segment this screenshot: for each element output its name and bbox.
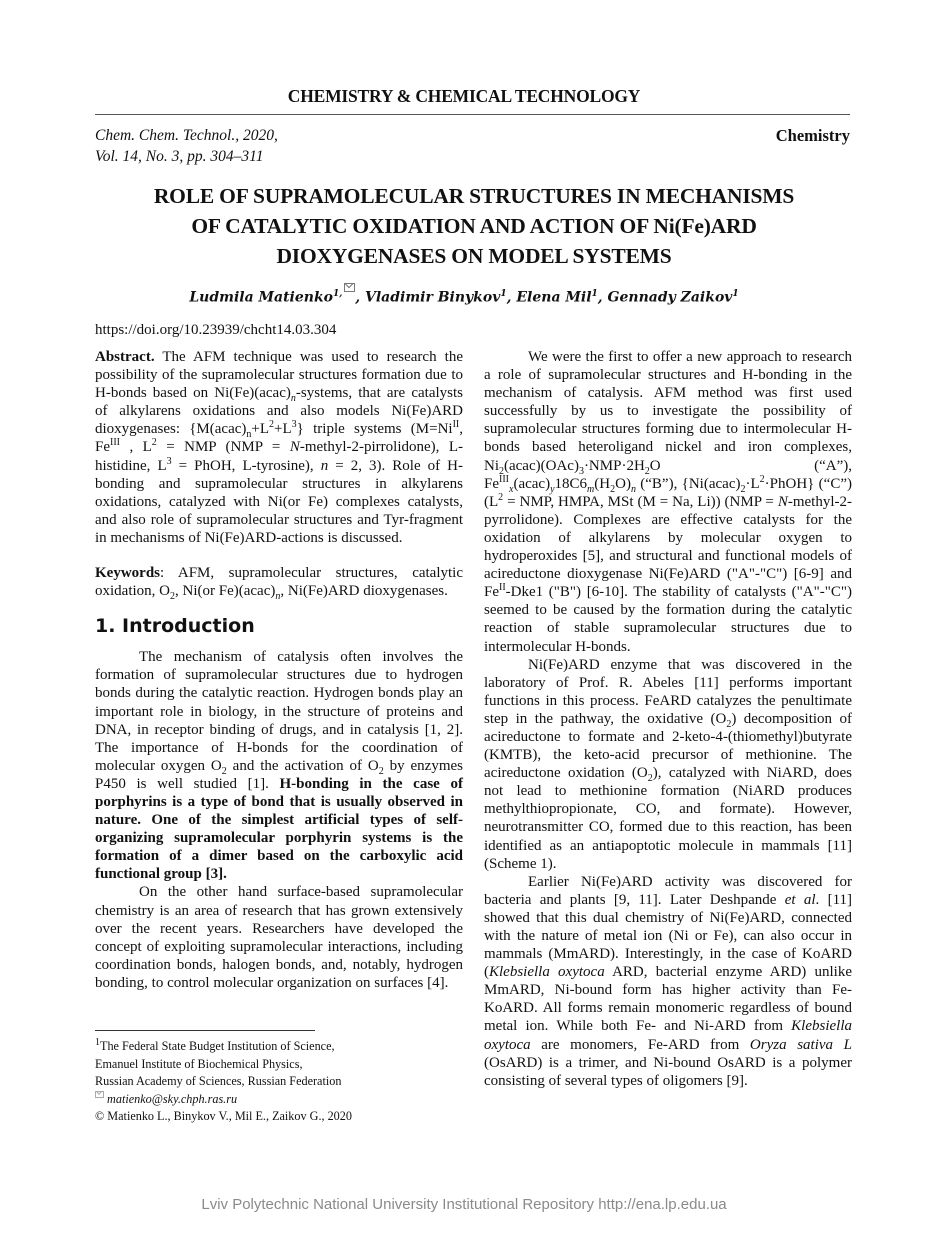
keywords: Keywords: AFM, supramolecular structures, catalytic oxidation, $O_2$, Ni(or $Fe)(acac)_n$, Ni(Fe)ARD dioxygenases. — [95, 565, 463, 603]
title-line: ROLE OF SUPRAMOLECULAR STRUCTURES IN MECHANISMS — [153, 184, 795, 208]
keywords-label: Keywords — [95, 565, 160, 582]
author-affiliation: 1, — [333, 289, 343, 299]
citation-line-1: Chem. Chem. Technol., 2020, — [95, 127, 278, 144]
left-column — [95, 348, 463, 992]
body-paragraph-2: Ni(Fe)ARD enzyme that was discovered in the laboratory of Prof. R. Abeles [11] performs important functions in this process. FeARD catalyzes the penultimate step in the pathway, the oxidative $(O_2)$ decomposition of acireductone to formate and 2-keto-4-(thiomethyl)butyrate (KMTB), the keto-acid precursor of methionine. The acireductone oxidation $(O_2)$, catalyzed with NiARD, does not lead to methionine formation (NiARD produces methylthiopropionate, CO, and formate). However, neurotransmitter CO, formed due to this reaction, has been identified as an antiapoptotic molecule in mammals [11] (Scheme 1). — [484, 656, 853, 872]
author-affiliation: 1 — [732, 289, 739, 299]
email-link[interactable]: matienko@sky.chph.ras.ru — [107, 1091, 238, 1106]
intro-paragraph-2: On the other hand surface-based supramolecular chemistry is an area of research that has grown extensively over the recent years. Researchers have developed the concept of exploiting supramolecular interactions, including coordination bonds, halogen bonds, and, notably, hydrogen bonding, to control molecular organization on surfaces [4]. — [95, 884, 463, 991]
title-line: DIOXYGENASES ON MODEL SYSTEMS — [276, 244, 672, 268]
header-divider — [95, 114, 850, 115]
section-heading-introduction: 1. Introduction — [95, 615, 255, 638]
email-footnote — [95, 1091, 352, 1109]
citation-line-2: Vol. 14, No. 3, pp. 304–311 — [95, 148, 264, 165]
right-column — [484, 348, 852, 1090]
doi-link[interactable]: https://doi.org/10.23939/chcht14.03.304 — [95, 322, 337, 338]
envelope-icon[interactable] — [344, 283, 355, 292]
author-affiliation: 1 — [500, 289, 507, 299]
abstract: Abstract. The AFM technique was used to research the possibility of the supramolecular structures formation due to H-bonds based on $Ni(Fe)(acac)_n$-systems, that are catalysts of alkylarens oxidations and also models Ni(Fe)ARD dioxygenases: $\{M(acac)_n+L^2+L^3\}$ triple systems ($M=Ni^{II}$, $Fe^{III}$ , $L^2$ = NMP (NMP = N-methyl-2-pirrolidone), L-histidine, $L^3$ = PhOH, L-tyrosine), n = 2, 3). Role of H-bonding and supramolecular structures in alkylarens oxidations, catalyzed with Ni(or Fe) complexes catalysts, and also role of supramolecular structures and Tyr-fragment in mechanisms of Ni(Fe)ARD-actions is discussed. — [95, 349, 464, 546]
affiliation-footnote: $^1$The Federal State Budget Institution of Science, — [95, 1036, 335, 1053]
article-title — [100, 181, 848, 271]
intro-paragraph-1: The mechanism of catalysis often involves the formation of supramolecular structures due to hydrogen bonds during the catalytic reaction. Hydrogen bonds play an important role in biology, in the structure of proteins and DNA, in receptor binding of drugs, and in catalysis [1, 2]. The importance of H-bonds for the coordination of molecular oxygen $O_2$ and the activation of $O_2$ by enzymes P450 is well studied [1]. H-bonding in the case of porphyrins is a type of bond that is usually observed in nature. One of the simplest artificial types of self-organizing supramolecular porphyrin systems is the formation of a dimer based on the carboxylic acid functional group [3]. — [95, 649, 463, 883]
title-line: OF CATALYTIC OXIDATION AND ACTION OF Ni(Fe)ARD — [191, 214, 757, 238]
footnotes: $^1$The Federal State Budget Institution of Science, Emanuel Institute of Biochemical Physics, Russian Academy of Sciences, Russian Federation matienko@sky.chph.ras.ru © Matienko L., Binykov V., Mil E., Zaikov G., 2020 — [95, 1038, 352, 1126]
author-name: Ludmila Matienko — [189, 289, 333, 306]
footnote-divider — [95, 1030, 315, 1031]
author-name: Gennady Zaikov — [607, 289, 733, 306]
journal-citation — [95, 125, 278, 167]
section-label: Chemistry — [775, 126, 850, 145]
author-name: Elena Mil — [516, 289, 592, 306]
bold-highlight: H-bonding in the case of porphyrins is a type of bond that is usually observed in nature. One of the simplest artificial types of self-organizing supramolecular porphyrin systems is the formation of a dimer based on the carboxylic acid functional group [3]. — [95, 775, 463, 883]
repository-footer[interactable]: Lviv Polytechnic National University Institutional Repository http://ena.lp.edu.ua — [201, 1196, 727, 1213]
body-paragraph-3: Earlier Ni(Fe)ARD activity was discovered for bacteria and plants [9, 11]. Later Deshpande et al. [11] showed that this dual chemistry of Ni(Fe)ARD, connected with the nature of metal ion (Ni or Fe), can also occur in mammals (MmARD). Interestingly, in the case of KoARD (Klebsiella oxytoca ARD, bacterial enzyme ARD) unlike MmARD, Ni-bound form has higher activity than Fe-KoARD. All forms remain monomeric regardless of bound metal ion. While both Fe- and Ni-ARD from Klebsiella oxytoca are monomers, Fe-ARD from Oryza sativa L (OsARD) is a trimer, and Ni-bound OsARD is a polymer consisting of several types of oligomers [9]. — [484, 873, 853, 1089]
abstract-label: Abstract. — [95, 349, 155, 365]
journal-header: CHEMISTRY & CHEMICAL TECHNOLOGY — [287, 86, 641, 106]
envelope-icon — [95, 1091, 104, 1098]
body-paragraph-1: We were the first to offer a new approach to research a role of supramolecular structures and H-bonding in the mechanism of catalysis. AFM method was first used successfully by us to investigate the possibility of supramolecular structures forming due to intermolecular H-bonds based heteroligand nickel and iron complexes, $Ni_2(acac)(OAc)_3\cdot NMP\cdot 2H_2O$ (“A”), $Fe^{III}_x(acac)_y18C6_m(H_2O)_n$ (“B”), $\{Ni(acac)_2\cdot L^2\cdot PhOH\}$ (“C”) ($L^2$ = NMP, HMPA, MSt (M = Na, Li)) (NMP = N-methyl-2-pyrrolidone). Complexes are effective catalysts for the oxidation of alkylarens by molecular oxygen to hydroperoxides [5], and structural and functional models of acireductone dioxygenase Ni(Fe)ARD ("A"-"C") [6-9] and $Fe^{II}-Dke1$ ("B") [6-10]. The stability of catalysts ("A"-"C") seemed to be caused by the formation during the catalytic reaction of stable supramolecular structures due to intermolecular H-bonds. — [484, 349, 852, 655]
author-list: Ludmila Matienko$^{1,}$ , Vladimir Binykov$^1$, Elena Mil$^1$, Gennady Zaikov$^1$ — [0, 283, 928, 306]
author-name: Vladimir Binykov — [364, 289, 501, 306]
author-affiliation: 1 — [591, 289, 598, 299]
copyright: © Matienko L., Binykov V., Mil E., Zaikov G., 2020 — [95, 1109, 352, 1123]
